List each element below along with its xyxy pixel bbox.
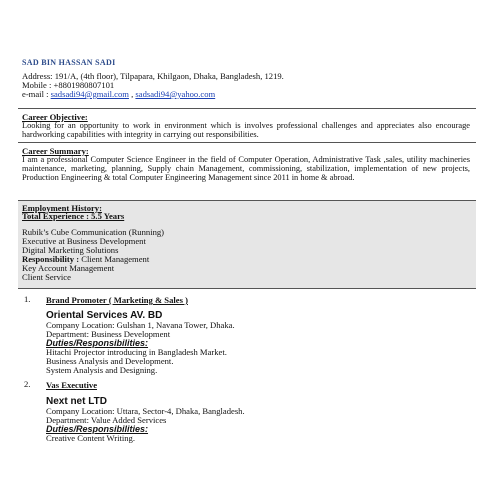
- duty-item: Business Analysis and Development.: [46, 356, 174, 366]
- job-department: Department: Business Development: [46, 329, 171, 339]
- total-experience: Total Experience : 5.5 Years: [22, 211, 125, 221]
- current-role-secondary: Digital Marketing Solutions: [22, 245, 119, 255]
- responsibility-item: Client Service: [22, 272, 71, 282]
- email-line: [22, 90, 215, 99]
- current-role: Executive at Business Development: [22, 236, 146, 246]
- job-company: Next net LTD: [46, 396, 107, 407]
- address-line: Address: 191/A, (4th floor), Tilpapara, Khilgaon, Dhaka, Bangladesh, 1219.: [22, 71, 284, 81]
- email-link-yahoo[interactable]: sadsadi94@yahoo.com: [135, 89, 216, 99]
- job-location: Company Location: Uttara, Sector-4, Dhaka, Bangladesh.: [46, 406, 245, 416]
- email-prefix: e-mail :: [22, 89, 51, 99]
- duty-item: Hitachi Projector introducing in Bangladesh Market.: [46, 347, 227, 357]
- divider: [18, 288, 476, 289]
- job-title: Brand Promoter ( Marketing & Sales ): [46, 295, 188, 305]
- divider: [18, 108, 476, 109]
- candidate-name: SAD BIN HASSAN SADI: [22, 58, 116, 67]
- responsibility-item: Key Account Management: [22, 263, 115, 273]
- summary-text: I am a professional Computer Science Engineer in the field of Computer Operation, Administrative Task ,sales, utility machineries maintenance, marketing, planning, Supply chain Management, commissioning, stabilization, implementation of new projects, Production Engineering & total Computer Engineering Management since 2011 in home & abroad.: [22, 155, 470, 182]
- current-company: Rubik’s Cube Communication (Running): [22, 227, 165, 237]
- job-title: Vas Executive: [46, 380, 98, 390]
- job-number: 1.: [24, 294, 31, 304]
- duties-heading: Duties/Responsibilities:: [46, 338, 149, 348]
- email-link-gmail[interactable]: sadsadi94@gmail.com: [50, 89, 129, 99]
- duty-item: System Analysis and Designing.: [46, 365, 158, 375]
- duty-item: Creative Content Writing.: [46, 433, 135, 443]
- job-department: Department: Value Added Services: [46, 415, 167, 425]
- divider: [18, 200, 476, 201]
- objective-heading: Career Objective:: [22, 112, 88, 122]
- responsibility-value: Client Management: [79, 254, 150, 264]
- summary-heading: Career Summary:: [22, 146, 89, 156]
- responsibility-label: Responsibility :: [22, 254, 80, 264]
- duties-heading: Duties/Responsibilities:: [46, 424, 149, 434]
- email-separator: ,: [128, 89, 136, 99]
- job-company: Oriental Services AV. BD: [46, 310, 163, 321]
- mobile-line: Mobile : +8801980807101: [22, 80, 115, 90]
- objective-text: Looking for an opportunity to work in environment which is involves professional challenges and appreciates also encourage hardworking capabilities with integrity in carrying out responsibilities.: [22, 121, 470, 139]
- job-location: Company Location: Gulshan 1, Navana Tower, Dhaka.: [46, 320, 235, 330]
- employment-heading: Employment History:: [22, 203, 102, 213]
- divider: [18, 142, 476, 143]
- job-number: 2.: [24, 379, 31, 389]
